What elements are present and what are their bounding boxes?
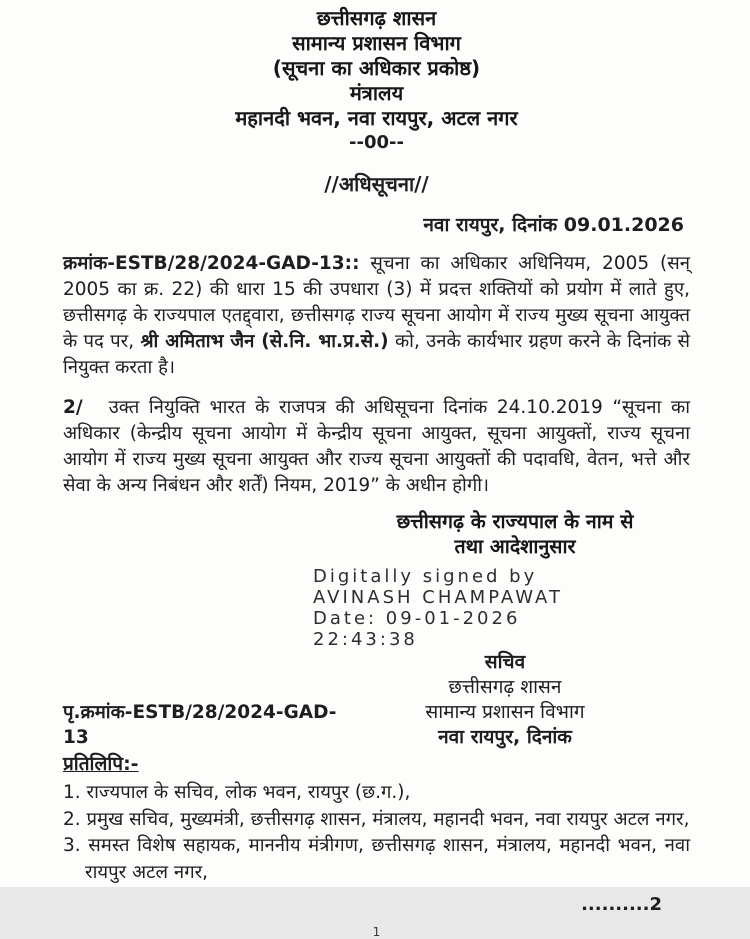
page-number: 1 — [372, 925, 381, 939]
copy-distribution-list — [63, 780, 690, 886]
signatory-department: सामान्य प्रशासन विभाग — [425, 701, 585, 723]
signatory-government: छत्तीसगढ़ शासन — [448, 676, 562, 698]
place-date-line: नवा रायपुर, दिनांक 09.01.2026 — [423, 214, 684, 236]
reference-signatory-row — [63, 650, 690, 750]
left-column — [63, 700, 340, 750]
list-item: 3. समस्त विशेष सहायक, माननीय मंत्रीगण, छत्तीसगढ़ शासन, मंत्रालय, महानदी भवन, नवा रायपुर अटल नगर, — [63, 835, 690, 883]
paragraph-appointment — [63, 251, 690, 381]
government-name: छत्तीसगढ़ शासन — [316, 6, 437, 30]
signatory-title: सचिव — [484, 651, 526, 673]
paragraph-appointment-text-b: को, उनके कार्यभार ग्रहण करने के दिनांक से नियुक्त करता है। — [63, 331, 691, 378]
signature-date: Date: 09-01-2026 — [313, 608, 521, 629]
list-item: 2. प्रमुख सचिव, मुख्यमंत्री, छत्तीसगढ़ शासन, मंत्रालय, महानदी भवन, नवा रायपुर अटल नगर, — [63, 808, 690, 830]
paragraph-terms-text: उक्त नियुक्ति भारत के राजपत्र की अधिसूचना दिनांक 24.10.2019 “सूचना का अधिकार (केन्द्रीय सूचना आयोग में केन्द्रीय सूचना आयुक्त, सूचना आयुक्तों, राज्य सूचना आयोग में राज्य मुख्य सूचना आयुक्त और राज्य सूचना आयुक्तों की पदावधि, वेतन, भत्ते और सेवा के अन्य निबंधन और शर्तें) नियम, 2019” के अधीन होगी। — [63, 397, 690, 496]
reference-number: क्रमांक-ESTB/28/2024-GAD-13:: — [63, 253, 360, 274]
header-divider: --00-- — [349, 132, 404, 153]
copy-to-label: प्रतिलिपि:- — [63, 753, 139, 775]
address-line: महानदी भवन, नवा रायपुर, अटल नगर — [235, 106, 518, 130]
paragraph-terms-number: 2/ — [63, 397, 83, 418]
appointee-name: श्री अमिताभ जैन (से.नि. भा.प्र.से.) — [140, 331, 389, 352]
signatory-block — [340, 650, 670, 750]
by-order-block — [345, 509, 685, 559]
by-order-line1: छत्तीसगढ़ के राज्यपाल के नाम से — [396, 510, 634, 533]
rti-cell-name: (सूचना का अधिकार प्रकोष्ठ) — [272, 56, 481, 80]
paragraph-appointment-text-a: सूचना का अधिकार अधिनियम, 2005 (सन् 2005 का क्र. 22) की धारा 15 की उपधारा (3) में प्रदत्त शक्तियों को प्रयोग में लाते हुए, छत्तीसगढ़ के राज्यपाल एतद्द्वारा, छत्तीसगढ़ राज्य सूचना आयोग में राज्य मुख्य सूचना आयुक्त के पद पर, — [63, 253, 690, 352]
letterhead — [63, 6, 690, 131]
endorsement-reference: पृ.क्रमांक-ESTB/28/2024-GAD-13 — [63, 702, 337, 748]
by-order-line2: तथा आदेशानुसार — [454, 535, 576, 558]
ministry-label: मंत्रालय — [349, 81, 404, 105]
signature-signer-name: AVINASH CHAMPAWAT — [313, 587, 563, 608]
continuation-mark: ..........2 — [581, 894, 662, 915]
signatory-place-date: नवा रायपुर, दिनांक — [438, 726, 572, 748]
list-item: 1. राज्यपाल के सचिव, लोक भवन, रायपुर (छ.ग.), — [63, 782, 411, 803]
paragraph-terms — [63, 395, 690, 499]
notification-title: //अधिसूचना// — [324, 172, 429, 196]
signature-time: 22:43:38 — [313, 629, 418, 650]
digital-signature-block — [313, 566, 690, 650]
department-name: सामान्य प्रशासन विभाग — [292, 31, 461, 55]
signature-line1: Digitally signed by — [313, 566, 538, 587]
